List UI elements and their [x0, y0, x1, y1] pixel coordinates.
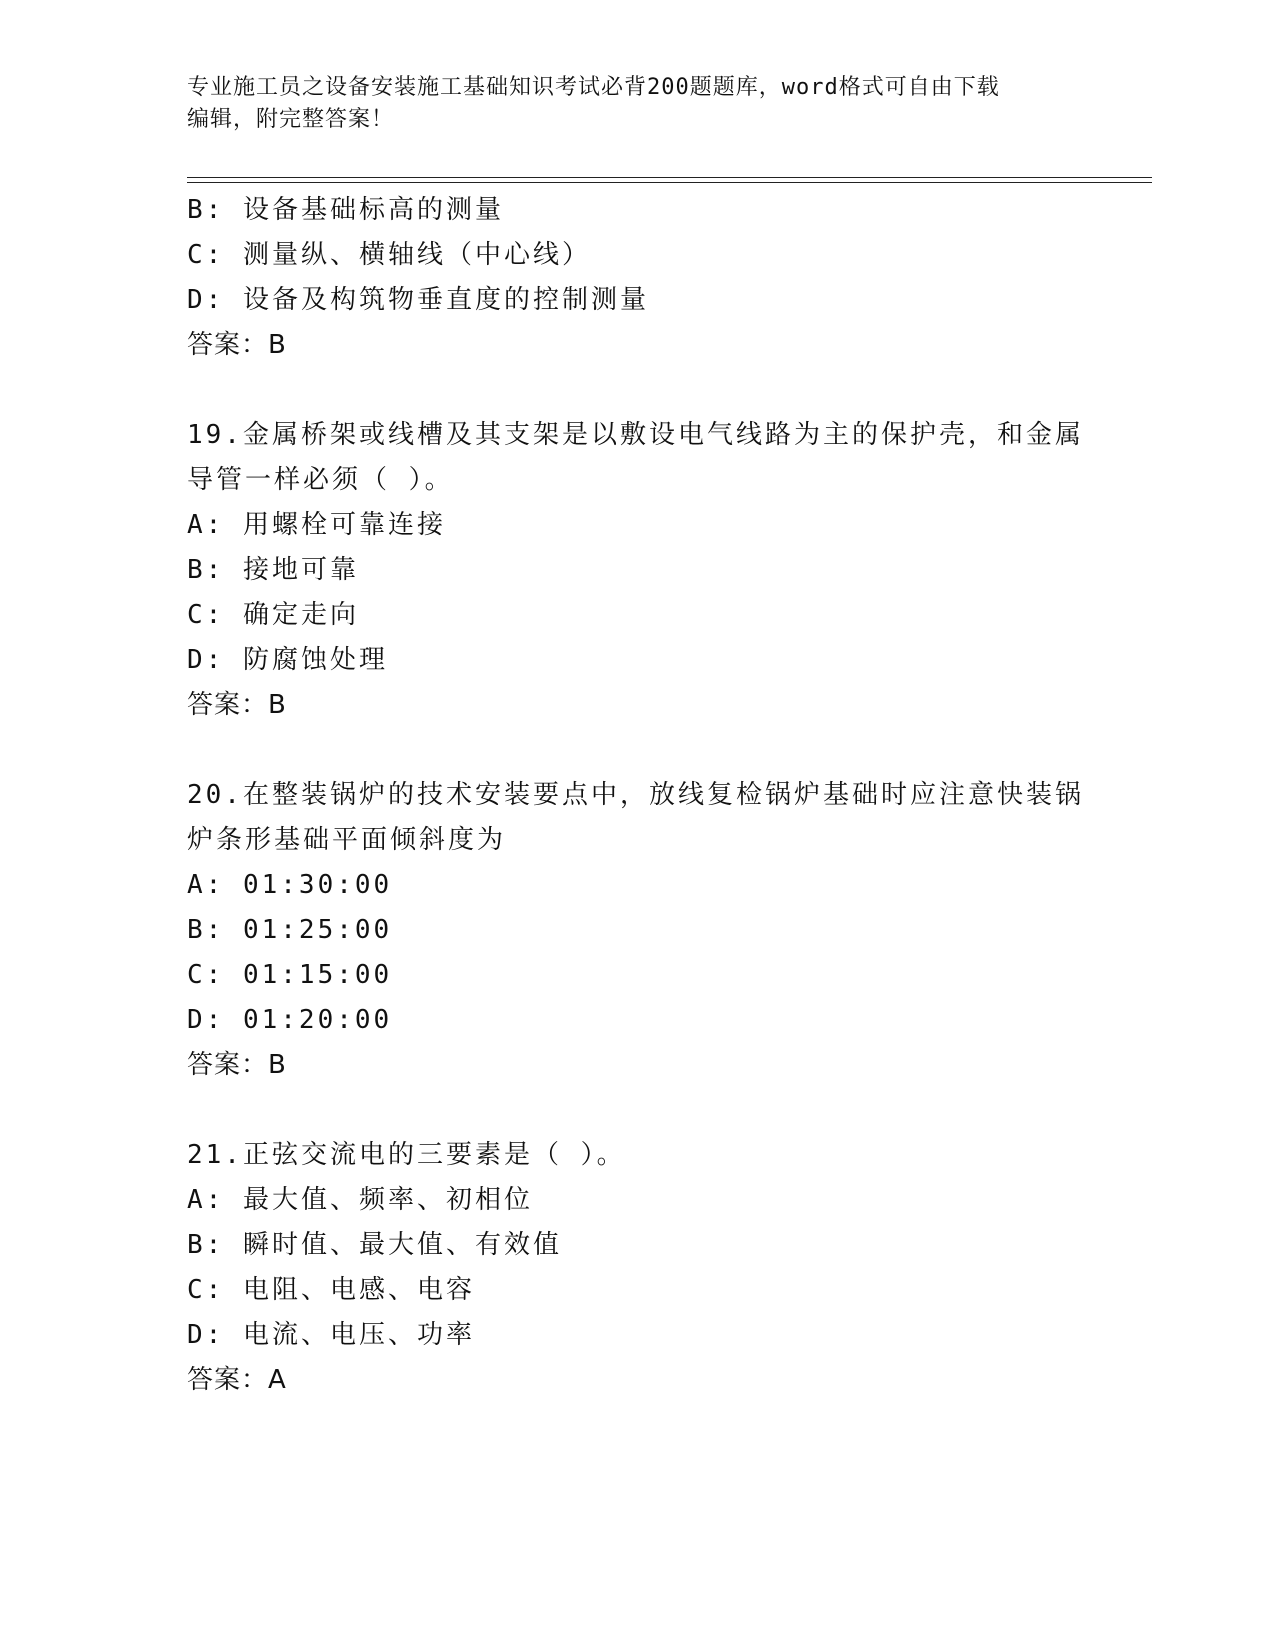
- question-stem: [187, 1133, 1087, 1178]
- document-header: [187, 72, 1067, 136]
- option-b: B: 01:25:00: [187, 915, 393, 945]
- question-stem: [187, 413, 1087, 503]
- option-c: C: 01:15:00: [187, 960, 393, 990]
- answer-line: 答案：B: [187, 690, 287, 720]
- question-21: [187, 1133, 1087, 1403]
- option-d: D: 电流、电压、功率: [187, 1320, 475, 1350]
- question-stem-line: 21.正弦交流电的三要素是（ ）。: [187, 1140, 626, 1170]
- answer-line: 答案：B: [187, 330, 287, 360]
- question-stem-line: 炉条形基础平面倾斜度为: [187, 825, 507, 855]
- option-c: C: 测量纵、横轴线（中心线）: [187, 240, 591, 270]
- option-d: D: 防腐蚀处理: [187, 645, 388, 675]
- question-list: [187, 188, 1087, 1403]
- header-line-2: 编辑，附完整答案！: [187, 107, 395, 132]
- spacer: [187, 1088, 1087, 1133]
- answer-line: 答案：B: [187, 1050, 287, 1080]
- option-b: B: 设备基础标高的测量: [187, 195, 504, 225]
- question-20: [187, 773, 1087, 1088]
- option-d: D: 01:20:00: [187, 1005, 393, 1035]
- question-19: [187, 413, 1087, 728]
- spacer: [187, 368, 1087, 413]
- header-line-1: 专业施工员之设备安装施工基础知识考试必背200题题库，word格式可自由下载: [187, 75, 1000, 100]
- question-stem: [187, 773, 1087, 863]
- option-a: A: 最大值、频率、初相位: [187, 1185, 533, 1215]
- header-divider-bottom: [187, 182, 1152, 183]
- question-stem-line: 19.金属桥架或线槽及其支架是以敷设电气线路为主的保护壳，和金属: [187, 420, 1084, 450]
- option-d: D: 设备及构筑物垂直度的控制测量: [187, 285, 649, 315]
- question-stem-line: 导管一样必须（ ）。: [187, 465, 454, 495]
- option-b: B: 接地可靠: [187, 555, 359, 585]
- answer-line: 答案：A: [187, 1365, 287, 1395]
- option-b: B: 瞬时值、最大值、有效值: [187, 1230, 562, 1260]
- carryover-question: [187, 188, 1087, 368]
- option-a: A: 01:30:00: [187, 870, 393, 900]
- option-c: C: 电阻、电感、电容: [187, 1275, 475, 1305]
- spacer: [187, 728, 1087, 773]
- header-divider-top: [187, 177, 1152, 178]
- option-a: A: 用螺栓可靠连接: [187, 510, 446, 540]
- option-c: C: 确定走向: [187, 600, 359, 630]
- question-stem-line: 20.在整装锅炉的技术安装要点中，放线复检锅炉基础时应注意快装锅: [187, 780, 1084, 810]
